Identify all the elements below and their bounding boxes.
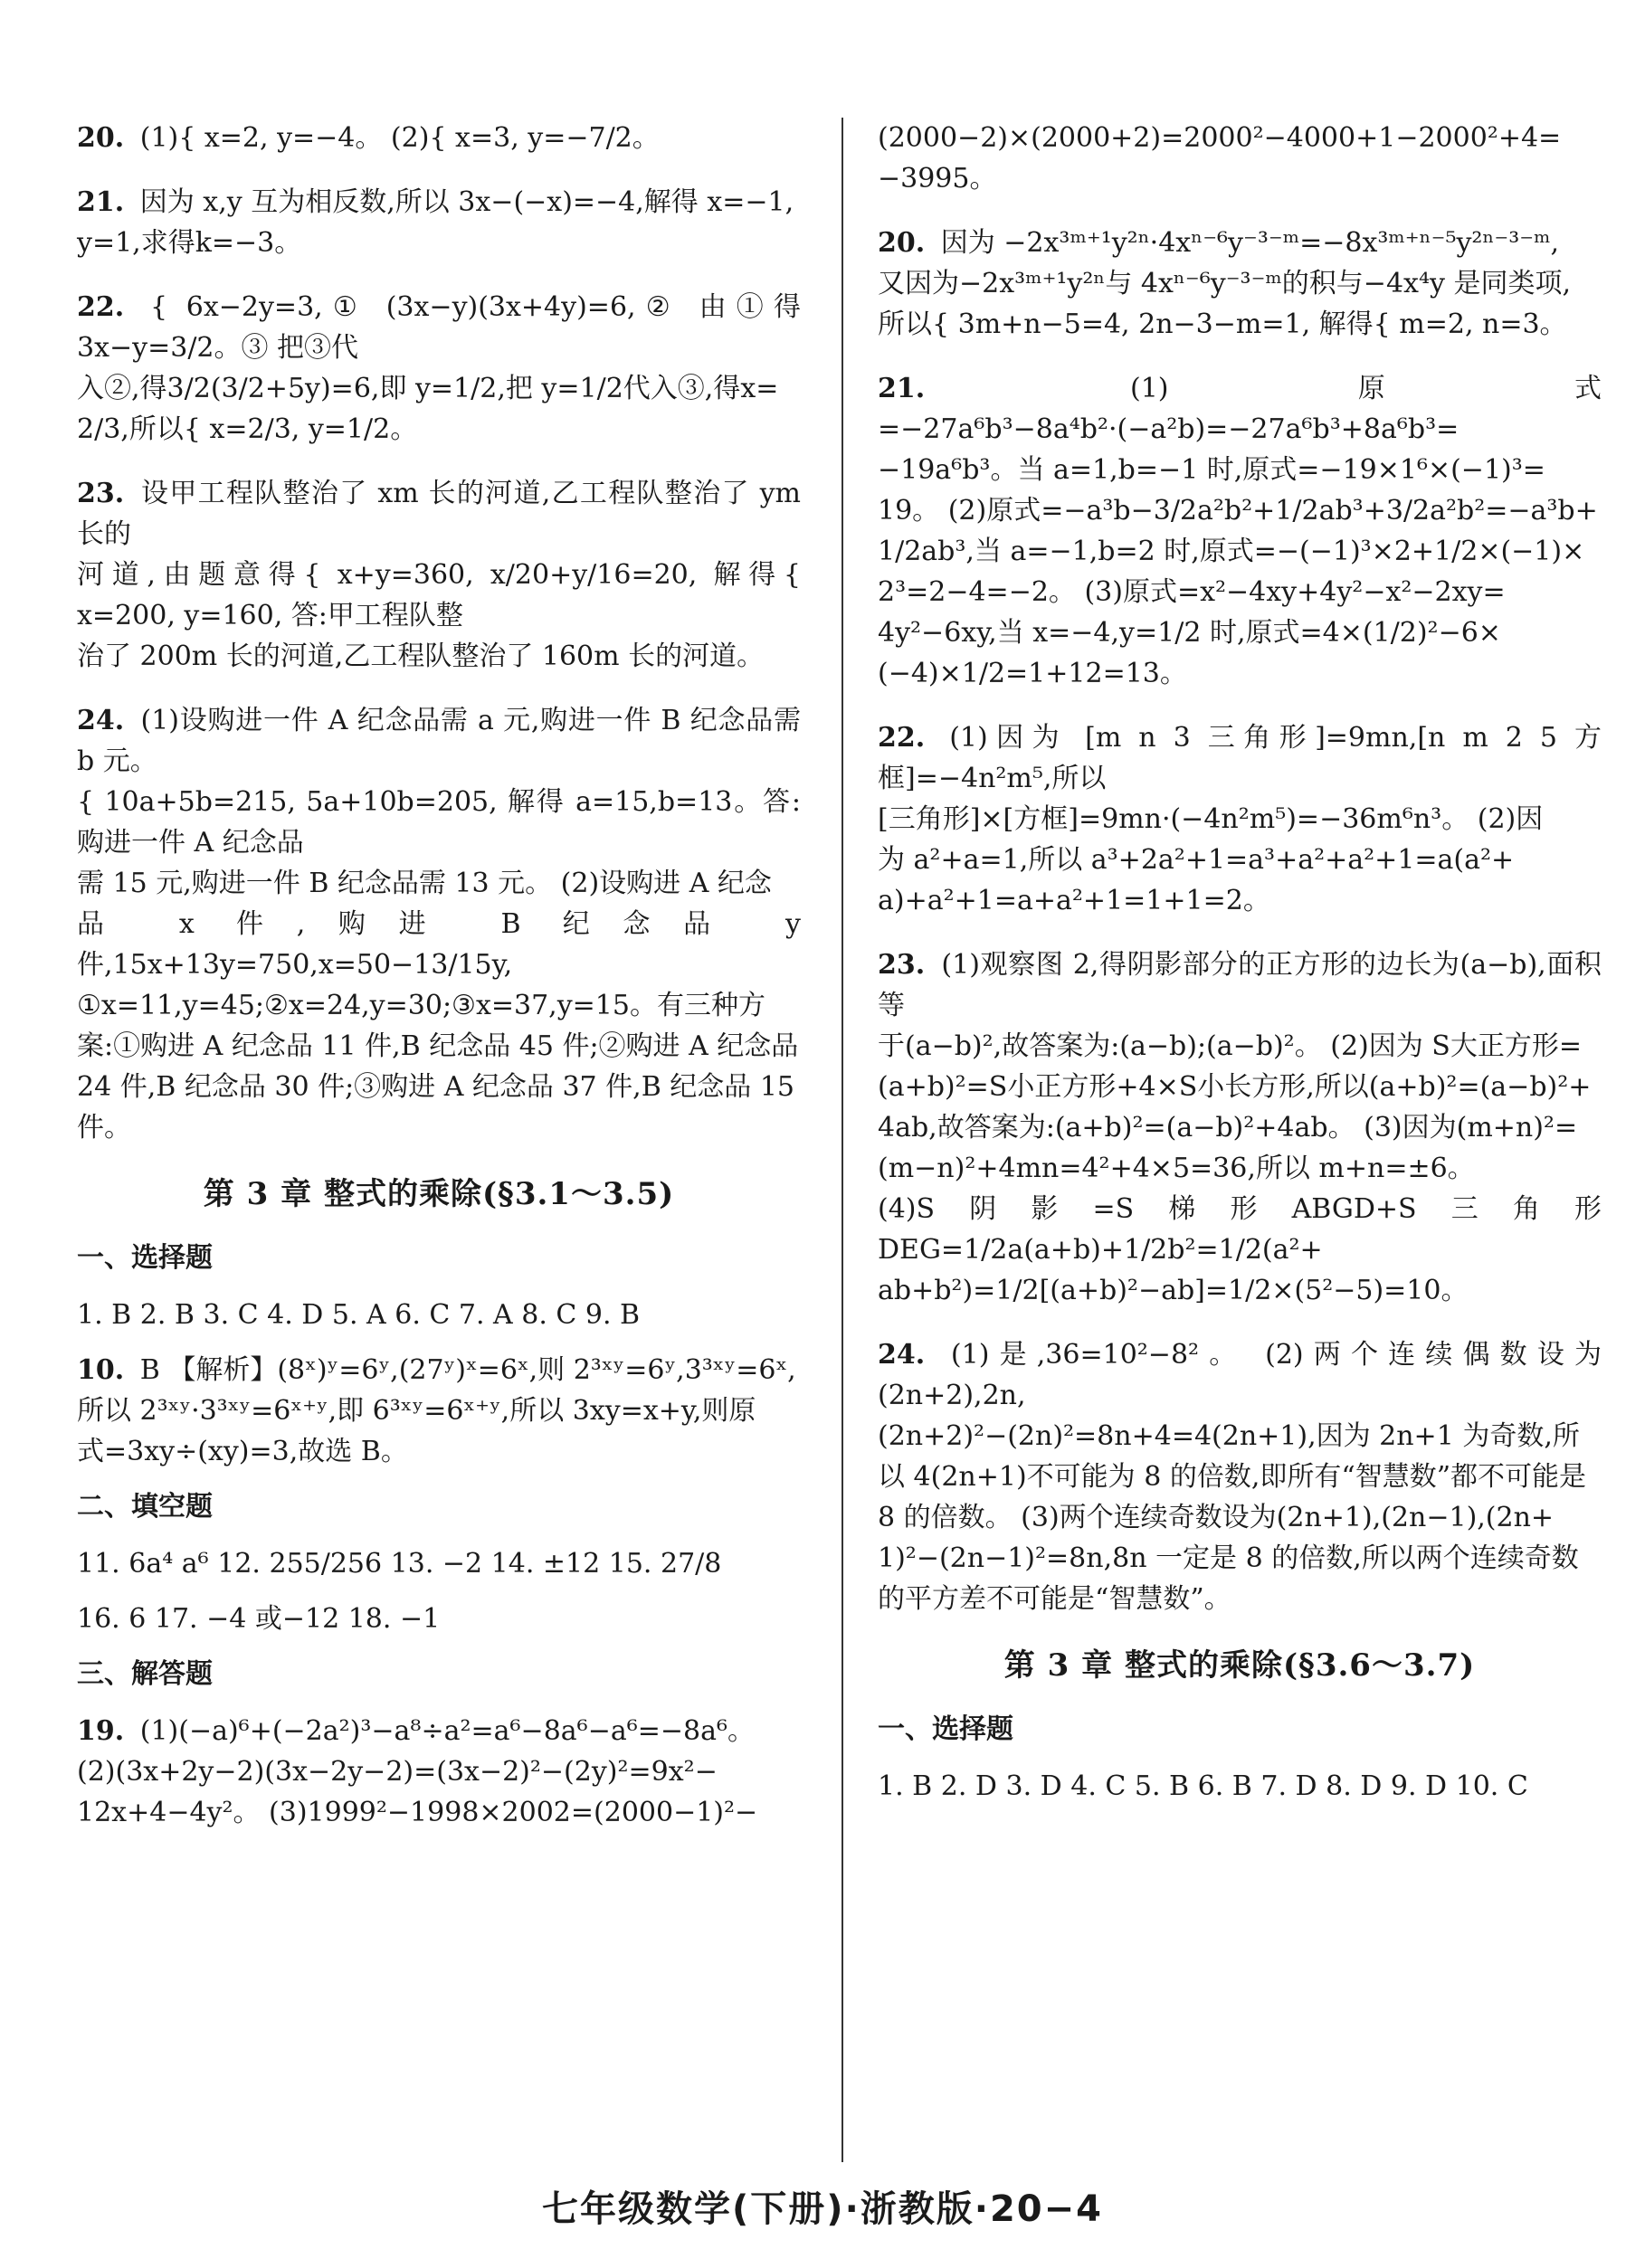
item-line: 治了 200m 长的河道,乙工程队整治了 160m 长的河道。 xyxy=(77,641,765,672)
item-line: (1){ x=2, y=−4。 (2){ x=3, y=−7/2。 xyxy=(139,122,660,154)
item-line: 又因为−2x³ᵐ⁺¹y²ⁿ与 4xⁿ⁻⁶y⁻³⁻ᵐ的积与−4x⁴y 是同类项, xyxy=(878,268,1571,299)
choice-answers: 1. B 2. B 3. C 4. D 5. A 6. C 7. A 8. C 9. B xyxy=(77,1299,641,1331)
item-line: (2000−2)×(2000+2)=2000²−4000+1−2000²+4= xyxy=(878,122,1562,154)
section-heading-choice: 一、选择题 xyxy=(878,1713,1013,1745)
item-line: B 【解析】(8ˣ)ʸ=6ʸ,(27ʸ)ˣ=6ˣ,则 2³ˣʸ=6ʸ,3³ˣʸ=6ˣ, xyxy=(139,1354,796,1386)
item-number: 20. xyxy=(77,122,125,154)
answer-20-left xyxy=(77,118,801,158)
answer-24-right xyxy=(878,1334,1602,1619)
item-line: 品 x 件,购进 B 纪念品 y 件,15x+13y=750,x=50−13/15y, xyxy=(77,908,801,981)
item-number: 24. xyxy=(878,1339,926,1371)
item-line: 的平方差不可能是“智慧数”。 xyxy=(878,1583,1231,1615)
item-line: (1)原式=−27a⁶b³−8a⁴b²·(−a²b)=−27a⁶b³+8a⁶b³= xyxy=(878,373,1602,445)
item-line: 24 件,B 纪念品 30 件;③购进 A 纪念品 37 件,B 纪念品 15 xyxy=(77,1071,794,1103)
item-line: { 6x−2y=3,① (3x−y)(3x+4y)=6,② 由①得 3x−y=3/2。③ 把③代 xyxy=(77,291,801,364)
item-line: 2/3,所以{ x=2/3, y=1/2。 xyxy=(77,413,418,445)
item-line: 为 a²+a=1,所以 a³+2a²+1=a³+a²+a²+1=a(a²+ xyxy=(878,844,1515,876)
item-line: 因为 x,y 互为相反数,所以 3x−(−x)=−4,解得 x=−1, xyxy=(139,186,794,218)
answer-19 xyxy=(77,1711,801,1833)
item-number: 22. xyxy=(878,722,926,754)
item-line: (−4)×1/2=1+12=13。 xyxy=(878,658,1187,689)
item-line: −3995。 xyxy=(878,163,997,195)
answer-19-continued xyxy=(878,118,1602,199)
item-line: ①x=11,y=45;②x=24,y=30;③x=37,y=15。有三种方 xyxy=(77,990,765,1021)
item-line: 19。 (2)原式=−a³b−3/2a²b²+1/2ab³+3/2a²b²=−a³b+ xyxy=(878,495,1598,527)
item-number: 24. xyxy=(77,705,125,736)
item-line: 1)²−(2n−1)²=8n,8n 一定是 8 的倍数,所以两个连续奇数 xyxy=(878,1542,1579,1574)
item-line: 所以{ 3m+n−5=4, 2n−3−m=1, 解得{ m=2, n=3。 xyxy=(878,308,1567,340)
item-line: 设甲工程队整治了 xm 长的河道,乙工程队整治了 ym 长的 xyxy=(77,478,801,550)
item-line: { 10a+5b=215, 5a+10b=205, 解得 a=15,b=13。答:购进一件 A 纪念品 xyxy=(77,786,801,859)
item-line: (1)因为 [m n 3 三角形]=9mn,[n m 2 5 方框]=−4n²m⁵,所以 xyxy=(878,722,1602,794)
item-line: (1)设购进一件 A 纪念品需 a 元,购进一件 B 纪念品需 b 元。 xyxy=(77,705,801,777)
item-line: 入②,得3/2(3/2+5y)=6,即 y=1/2,把 y=1/2代入③,得x= xyxy=(77,373,779,404)
item-line: 因为 −2x³ᵐ⁺¹y²ⁿ·4xⁿ⁻⁶y⁻³⁻ᵐ=−8x³ᵐ⁺ⁿ⁻⁵y²ⁿ⁻³⁻ᵐ, xyxy=(940,227,1560,259)
section-heading-solve: 三、解答题 xyxy=(77,1658,213,1690)
choice-answers: 1. B 2. D 3. D 4. C 5. B 6. B 7. D 8. D 9. D 10. C xyxy=(878,1770,1528,1802)
item-line: 于(a−b)²,故答案为:(a−b);(a−b)²。 (2)因为 S大正方形= xyxy=(878,1030,1582,1062)
item-number: 10. xyxy=(77,1354,125,1386)
item-line: 8 的倍数。 (3)两个连续奇数设为(2n+1),(2n−1),(2n+ xyxy=(878,1502,1555,1533)
section-heading-fill: 二、填空题 xyxy=(77,1491,213,1523)
answer-23-left xyxy=(77,473,801,677)
item-line: (2)(3x+2y−2)(3x−2y−2)=(3x−2)²−(2y)²=9x²− xyxy=(77,1756,718,1788)
item-line: −19a⁶b³。当 a=1,b=−1 时,原式=−19×1⁶×(−1)³= xyxy=(878,454,1545,486)
left-column xyxy=(77,118,801,1856)
answer-10 xyxy=(77,1350,801,1472)
chapter-title: 第 3 章 整式的乘除(§3.6～3.7) xyxy=(1003,1647,1476,1684)
item-line: 4ab,故答案为:(a+b)²=(a−b)²+4ab。 (3)因为(m+n)²= xyxy=(878,1112,1578,1143)
page-footer: 七年级数学(下册)·浙教版·20−4 xyxy=(542,2188,1103,2230)
answer-23-right xyxy=(878,944,1602,1311)
item-line: 4y²−6xy,当 x=−4,y=1/2 时,原式=4×(1/2)²−6× xyxy=(878,617,1501,649)
item-line: a)+a²+1=a+a²+1=1+1=2。 xyxy=(878,885,1270,916)
answer-22-right xyxy=(878,717,1602,921)
item-number: 21. xyxy=(878,373,926,404)
item-line: y=1,求得k=−3。 xyxy=(77,227,302,259)
item-line: 件。 xyxy=(77,1112,131,1143)
item-line: 所以 2³ˣʸ·3³ˣʸ=6ˣ⁺ʸ,即 6³ˣʸ=6ˣ⁺ʸ,所以 3xy=x+y,则原 xyxy=(77,1395,756,1427)
section-heading-choice: 一、选择题 xyxy=(77,1242,213,1274)
chapter-title: 第 3 章 整式的乘除(§3.1～3.5) xyxy=(203,1176,675,1212)
item-line: 以 4(2n+1)不可能为 8 的倍数,即所有“智慧数”都不可能是 xyxy=(878,1461,1587,1493)
fill-answers-row1: 11. 6a⁴ a⁶ 12. 255/256 13. −2 14. ±12 15. 27/8 xyxy=(77,1548,722,1580)
item-number: 23. xyxy=(77,478,125,509)
item-line: 需 15 元,购进一件 B 纪念品需 13 元。 (2)设购进 A 纪念 xyxy=(77,868,772,899)
item-number: 21. xyxy=(77,186,125,218)
item-line: (2n+2)²−(2n)²=8n+4=4(2n+1),因为 2n+1 为奇数,所 xyxy=(878,1420,1580,1452)
item-line: 河道,由题意得{ x+y=360, x/20+y/16=20, 解得{ x=200, y=160, 答:甲工程队整 xyxy=(77,559,801,631)
column-divider xyxy=(842,118,843,2162)
item-number: 20. xyxy=(878,227,926,259)
item-line: [三角形]×[方框]=9mn·(−4n²m⁵)=−36m⁶n³。 (2)因 xyxy=(878,803,1544,835)
answer-21-right xyxy=(878,368,1602,694)
item-line: (a+b)²=S小正方形+4×S小长方形,所以(a+b)²=(a−b)²+ xyxy=(878,1071,1592,1103)
item-line: 式=3xy÷(xy)=3,故选 B。 xyxy=(77,1436,408,1467)
answer-20-right xyxy=(878,223,1602,345)
item-line: 2³=2−4=−2。 (3)原式=x²−4xy+4y²−x²−2xy= xyxy=(878,576,1506,608)
fill-answers-row2: 16. 6 17. −4 或−12 18. −1 xyxy=(77,1603,441,1635)
item-line: (m−n)²+4mn=4²+4×5=36,所以 m+n=±6。 xyxy=(878,1153,1475,1184)
item-number: 19. xyxy=(77,1715,125,1747)
item-line: ab+b²)=1/2[(a+b)²−ab]=1/2×(5²−5)=10。 xyxy=(878,1275,1469,1306)
item-line: (1)观察图 2,得阴影部分的正方形的边长为(a−b),面积等 xyxy=(878,949,1602,1021)
item-number: 22. xyxy=(77,291,125,323)
item-number: 23. xyxy=(878,949,926,981)
right-column xyxy=(878,118,1602,1821)
item-line: (4)S阴影=S梯形ABGD+S三角形DEG=1/2a(a+b)+1/2b²=1/2(a²+ xyxy=(878,1193,1602,1266)
item-line: 案:①购进 A 纪念品 11 件,B 纪念品 45 件;②购进 A 纪念品 xyxy=(77,1030,799,1062)
answer-21-left xyxy=(77,182,801,263)
item-line: 12x+4−4y²。 (3)1999²−1998×2002=(2000−1)²− xyxy=(77,1797,758,1828)
item-line: (1)(−a)⁶+(−2a²)³−a⁸÷a²=a⁶−8a⁶−a⁶=−8a⁶。 xyxy=(139,1715,756,1747)
item-line: (1)是,36=10²−8²。 (2)两个连续偶数设为(2n+2),2n, xyxy=(878,1339,1602,1411)
answer-24-left xyxy=(77,700,801,1148)
answer-22-left xyxy=(77,287,801,450)
item-line: 1/2ab³,当 a=−1,b=2 时,原式=−(−1)³×2+1/2×(−1)× xyxy=(878,536,1585,567)
